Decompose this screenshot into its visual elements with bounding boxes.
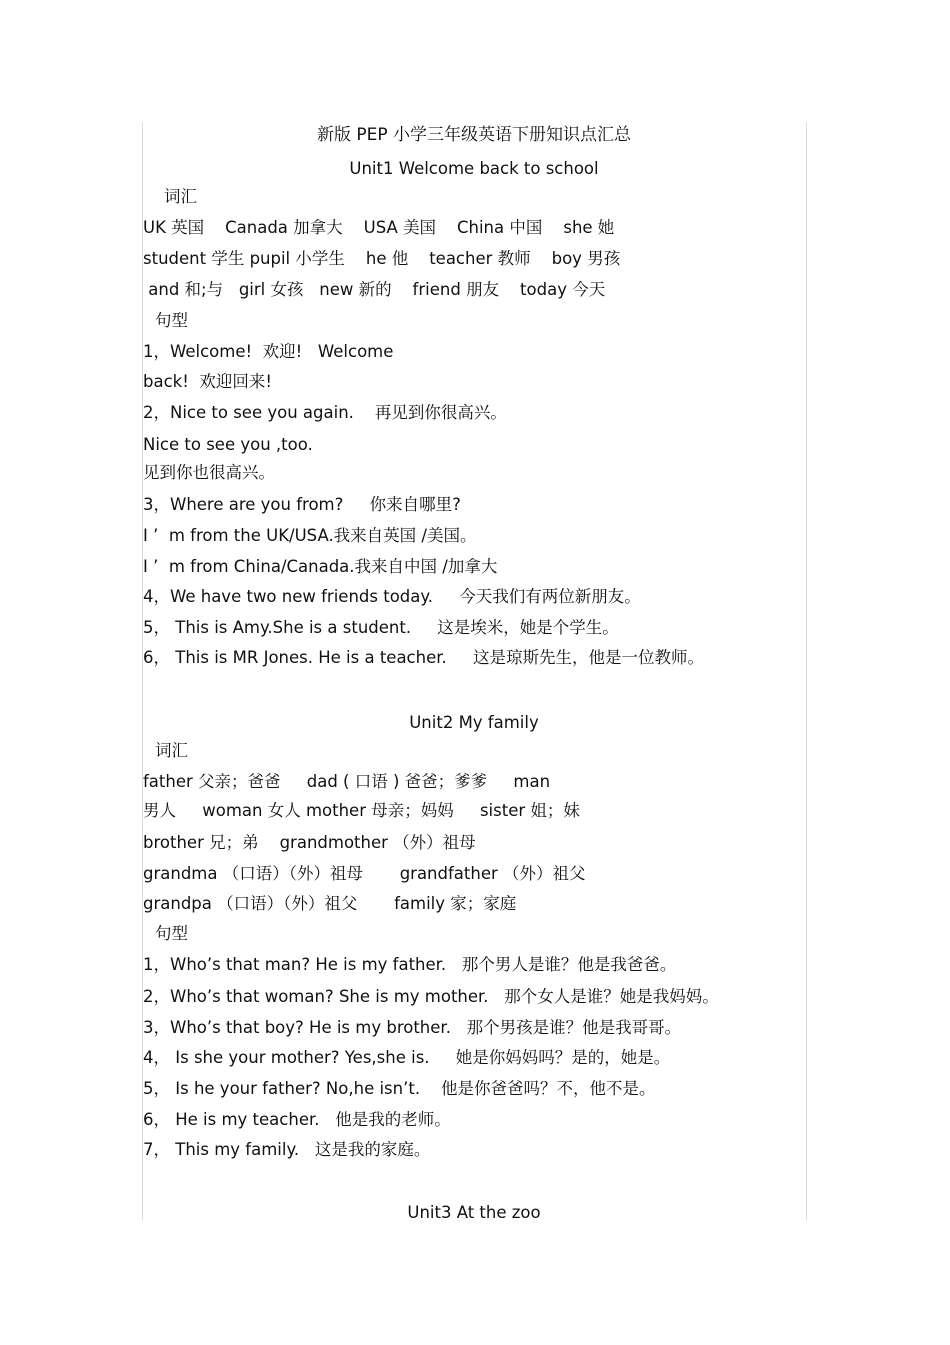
unit1-vocab-label: 词汇 (164, 187, 197, 206)
unit1-sentence: 5， This is Amy.She is a student. 这是埃米，她是个学生。 (143, 618, 619, 637)
unit2-heading: Unit2 My family (409, 713, 539, 732)
unit1-sentence: I ’ m from the UK/USA.我来自英国 /美国。 (143, 526, 477, 545)
unit2-vocab-line: grandma （口语）（外）祖母 grandfather （外）祖父 (143, 864, 586, 883)
unit1-sentence: 见到你也很高兴。 (143, 463, 275, 482)
unit2-sentence: 3，Who’s that boy? He is my brother. 那个男孩是谁？他是我哥哥。 (143, 1018, 682, 1037)
document-title: 新版 PEP 小学三年级英语下册知识点汇总 (316, 125, 632, 145)
unit1-sentence: back! 欢迎回来! (143, 372, 272, 391)
unit2-sentence: 1，Who’s that man? He is my father. 那个男人是谁？他是我爸爸。 (143, 955, 677, 974)
unit1-vocab-line: student 学生 pupil 小学生 he 他 teacher 教师 boy 男孩 (143, 249, 621, 268)
unit2-vocab-line: brother 兄；弟 grandmother （外）祖母 (143, 833, 476, 852)
unit1-sentence: I ’ m from China/Canada.我来自中国 /加拿大 (143, 557, 498, 576)
unit1-heading: Unit1 Welcome back to school (349, 159, 599, 178)
unit1-vocab-line: and 和;与 girl 女孩 new 新的 friend 朋友 today 今天 (143, 280, 606, 299)
unit2-vocab-label: 词汇 (155, 741, 188, 760)
unit2-vocab-line: father 父亲；爸爸 dad ( 口语 ) 爸爸；爹爹 man (143, 772, 551, 791)
unit1-sentence: 4，We have two new friends today. 今天我们有两位新朋友。 (143, 587, 641, 606)
unit2-sentence-label: 句型 (155, 924, 188, 943)
unit2-sentence: 2，Who’s that woman? She is my mother. 那个女人是谁？她是我妈妈。 (143, 987, 719, 1006)
unit1-sentence: Nice to see you ,too. (143, 435, 313, 454)
unit2-sentence: 7， This my family. 这是我的家庭。 (143, 1140, 431, 1159)
unit1-vocab-line: UK 英国 Canada 加拿大 USA 美国 China 中国 she 她 (143, 218, 615, 237)
unit2-sentence: 4， Is she your mother? Yes,she is. 她是你妈妈吗？是的，她是。 (143, 1048, 671, 1067)
unit1-sentence: 6， This is MR Jones. He is a teacher. 这是琼斯先生，他是一位教师。 (143, 648, 704, 667)
unit1-sentence: 1，Welcome! 欢迎! Welcome (143, 342, 394, 361)
unit1-sentence: 3，Where are you from? 你来自哪里? (143, 495, 461, 514)
right-margin-rule (806, 122, 807, 1220)
unit1-sentence-label: 句型 (155, 311, 188, 330)
unit1-sentence: 2，Nice to see you again. 再见到你很高兴。 (143, 403, 507, 422)
unit2-vocab-line: grandpa （口语）（外）祖父 family 家；家庭 (143, 894, 517, 913)
unit2-sentence: 5， Is he your father? No,he isn’t. 他是你爸爸吗？不，他不是。 (143, 1079, 656, 1098)
unit3-heading: Unit3 At the zoo (407, 1203, 541, 1222)
unit2-vocab-line: 男人 woman 女人 mother 母亲；妈妈 sister 姐；妹 (143, 801, 580, 820)
unit2-sentence: 6， He is my teacher. 他是我的老师。 (143, 1110, 451, 1129)
